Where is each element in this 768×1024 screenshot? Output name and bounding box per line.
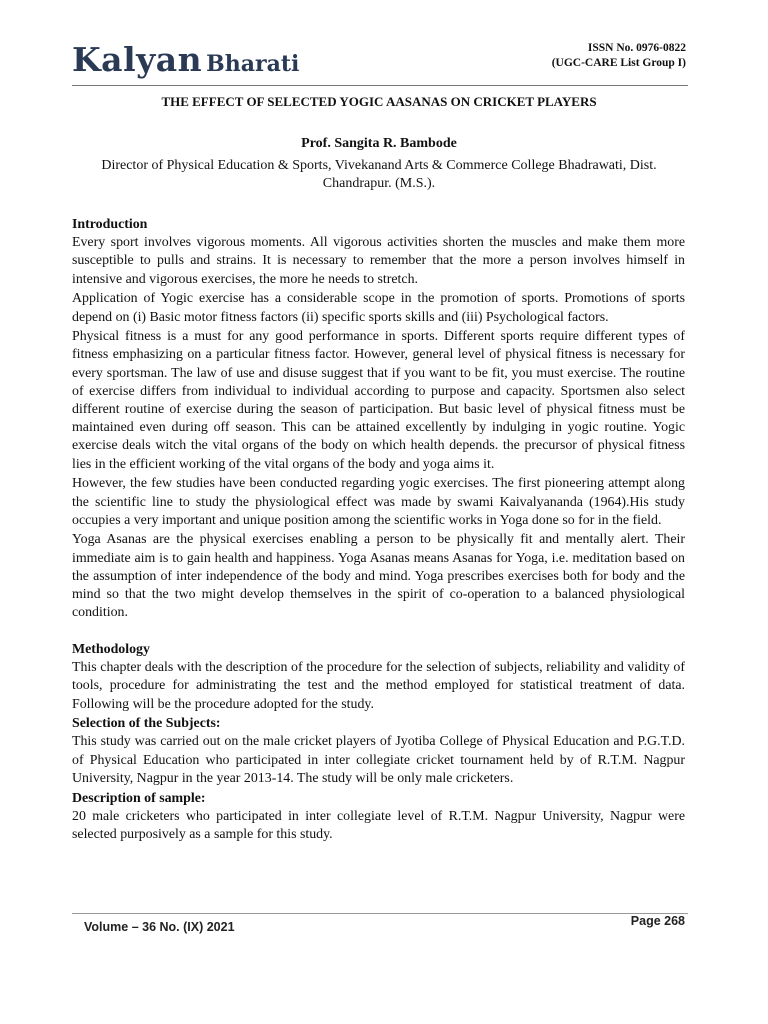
logo-kalyan: Kalyan <box>72 40 203 79</box>
issn-block <box>552 41 686 71</box>
footer-volume: Volume – 36 No. (IX) 2021 <box>84 920 235 934</box>
article-body <box>72 216 685 846</box>
author-affiliation: Director of Physical Education & Sports, Vivekanand Arts & Commerce College Bhadrawati, Dist. Chandrapur. (M.S.). <box>101 158 657 191</box>
paragraph: Physical fitness is a must for any good performance in sports. Different sports require different types of fitness emphasizing on a particular fitness factor. However, general level of physical fitness is necessary for every sportsman. The law of use and disuse suggest that if you want to be fit, you must exercise. The routine of exercise differs from individual to individual according to purpose and capacity. Sportsmen also select different routine of exercise during the season of participation. But basic level of physical fitness must be maintained even during off season. This can be attained excellently by indulging in yogic routine. Yogic exercise deals witch the vital organs of the body on which health depends. the precursor of physical fitness lies in the efficient working of the vital organs of the body and yoga aims it. <box>72 329 685 472</box>
article-title: THE EFFECT OF SELECTED YOGIC AASANAS ON CRICKET PLAYERS <box>161 94 597 109</box>
section-heading-sample: Description of sample: <box>72 790 206 806</box>
paragraph: This chapter deals with the description of the procedure for the selection of subjects, reliability and validity of tools, procedure for administrating the test and the method employed for statistical treatment of data. Following will be the procedure adopted for the study. <box>72 660 685 712</box>
journal-logo <box>72 40 299 79</box>
issn-number: ISSN No. 0976-0822 <box>587 42 686 54</box>
logo-bharati: Bharati <box>206 51 300 77</box>
ugc-care-label: (UGC-CARE List Group I) <box>551 57 686 69</box>
section-heading-introduction: Introduction <box>72 217 148 232</box>
paragraph: This study was carried out on the male cricket players of Jyotiba College of Physical Education and P.G.T.D. of Physical Education who participated in inter collegiate cricket tournament held by of R.T.M. Nagpur University, Nagpur in the year 2013-14. The study will be only male cricketers. <box>72 734 685 786</box>
section-gap <box>72 624 685 641</box>
paragraph: Yoga Asanas are the physical exercises enabling a person to be physically fit and mentally alert. Their immediate aim is to gain health and happiness. Yoga Asanas means Asanas for Yoga, i.e. meditation based on the assumption of inter independence of the body and mind. Yoga prescribes exercises both for body and the mind so that the two might develop themselves in the spirit of co-operation to a balanced physiological condition. <box>72 532 685 621</box>
paragraph: Every sport involves vigorous moments. All vigorous activities shorten the muscles and make them more susceptible to pulls and strains. It is necessary to remember that the more a person involves himself in intensive and vigorous exercises, the more he needs to stretch. <box>72 235 685 287</box>
footer-divider <box>72 913 688 914</box>
section-heading-methodology: Methodology <box>72 641 150 657</box>
section-heading-subjects: Selection of the Subjects: <box>72 716 221 732</box>
header-divider <box>72 85 688 86</box>
paragraph: Application of Yogic exercise has a considerable scope in the promotion of sports. Promotions of sports depend on (i) Basic motor fitness factors (ii) specific sports skills and (iii) Psychological factors. <box>72 291 685 325</box>
footer-page-number: Page 268 <box>630 914 685 928</box>
paragraph: 20 male cricketers who participated in inter collegiate level of R.T.M. Nagpur University, Nagpur were selected purposively as a sample for this study. <box>72 808 685 842</box>
author-name: Prof. Sangita R. Bambode <box>301 136 457 151</box>
paragraph: However, the few studies have been conducted regarding yogic exercises. The first pioneering attempt along the scientific line to study the physiological effect was made by swami Kaivalyananda (1964).His study occupies a very important and unique position among the scientific works in Yoga done so for in the field. <box>72 476 685 528</box>
